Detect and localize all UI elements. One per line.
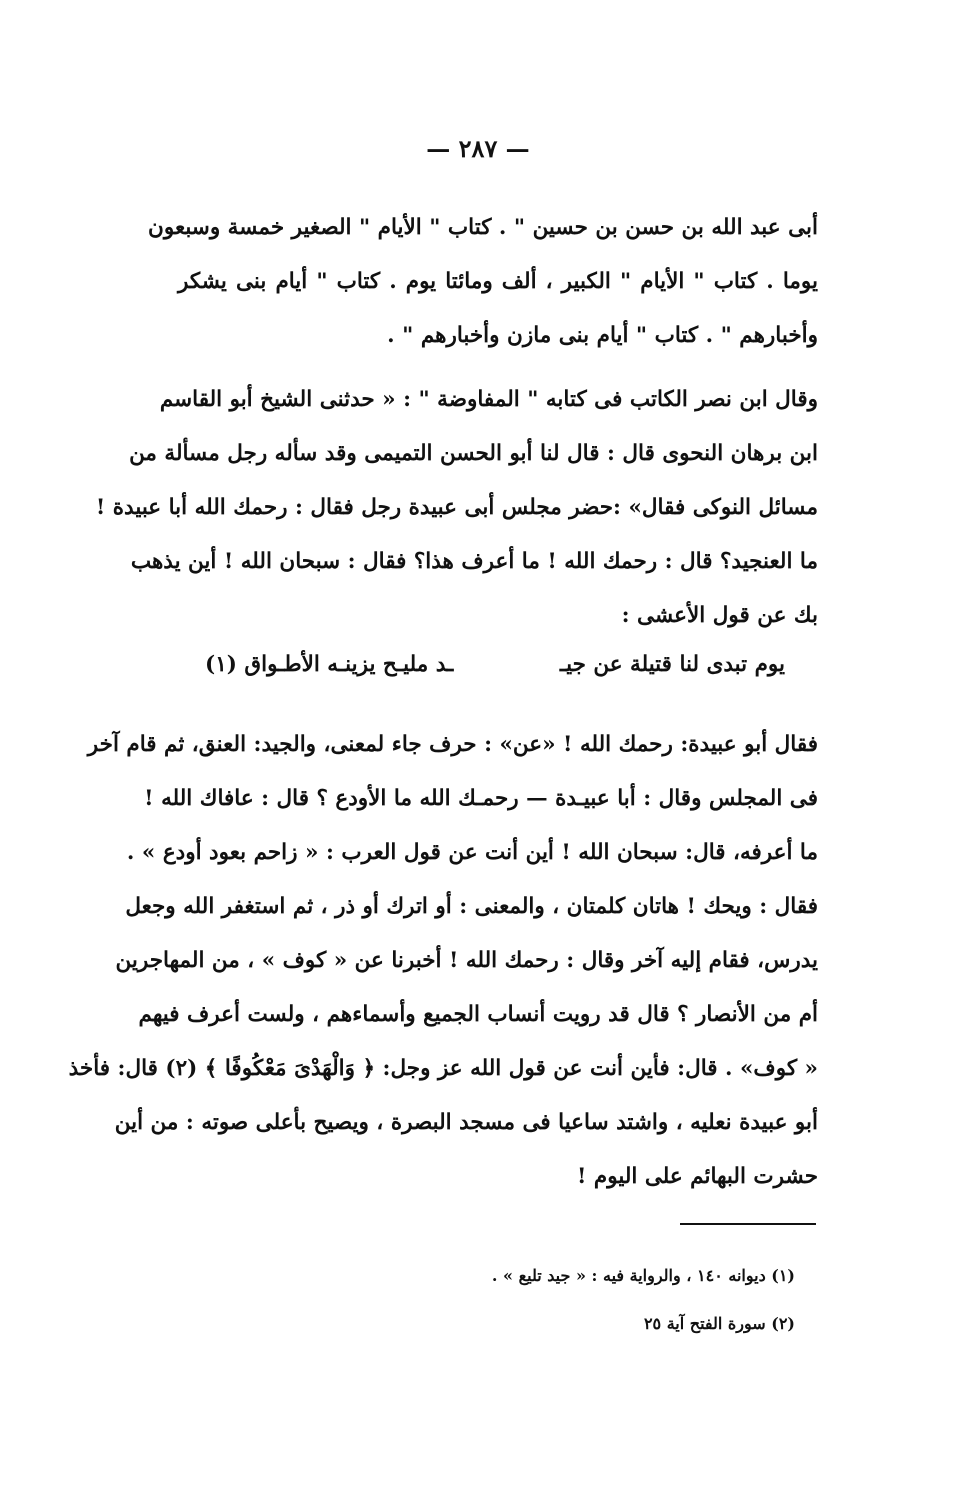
text-line: فى المجلس وقال : أبا عبيـدة — رحمـك الله ما الأودع ؟ قال : عافاك الله ! bbox=[144, 786, 818, 811]
text-line: وقال ابن نصر الكاتب فى كتابه " المفاوضة " : « حدثنى الشيخ أبو القاسم bbox=[159, 387, 818, 412]
verse-first-hemistich: يوم تبدى لنا قتيلة عن جيـ bbox=[559, 652, 785, 677]
paragraph-abu-ubayda-story bbox=[68, 718, 818, 1204]
text-line: « كوف» . قال: فأين أنت عن قول الله عز وجل: ﴿ وَالْهَدْىَ مَعْكُوفًا ﴾ (٢) قال: فأخذ bbox=[68, 1056, 818, 1081]
text-line: حشرت البهائم على اليوم ! bbox=[576, 1164, 818, 1189]
text-line: يوما . كتاب " الأيام " الكبير ، ألف ومائتا يوم . كتاب " أيام بنى يشكر bbox=[178, 269, 818, 294]
text-line: أبى عبد الله بن حسن بن حسين " . كتاب " الأيام " الصغير خمسة وسبعون bbox=[148, 215, 818, 240]
text-line: أم من الأنصار ؟ قال قد رويت أنساب الجميع وأسماءهم ، ولست أعرف فيهم bbox=[138, 1002, 818, 1027]
footnote-2: (٢) سورة الفتح آية ٢٥ bbox=[643, 1314, 795, 1333]
page-number: — ٢٨٧ — bbox=[426, 134, 530, 163]
footnote-1: (١) ديوانه ١٤٠ ، والرواية فيه : « جيد تليع » . bbox=[491, 1266, 795, 1285]
text-line: بك عن قول الأعشى : bbox=[621, 603, 818, 628]
footnote-divider bbox=[680, 1223, 816, 1225]
text-line: فقال أبو عبيدة: رحمك الله ! «عن» : حرف جاء لمعنى، والجيد: العنق، ثم قام آخر bbox=[87, 732, 818, 757]
text-line: ما أعرفه، قال: سبحان الله ! أين أنت عن قول العرب : « زاحم بعود أودع » . bbox=[126, 840, 818, 865]
paragraph-book-list bbox=[148, 201, 818, 363]
text-line: يدرس، فقام إليه آخر وقال : رحمك الله ! أخبرنا عن « كوف » ، من المهاجرين bbox=[115, 948, 818, 973]
poetry-verse bbox=[205, 638, 785, 692]
footnotes bbox=[400, 1252, 795, 1348]
text-line: وأخبارهم " . كتاب " أيام بنى مازن وأخبارهم " . bbox=[387, 323, 818, 348]
text-line: ابن برهان النحوى قال : قال لنا أبو الحسن التميمى وقد سأله رجل مسألة من bbox=[129, 441, 818, 466]
text-line: فقال : ويحك ! هاتان كلمتان ، والمعنى : أو اترك أو ذر ، ثم استغفر الله وجعل bbox=[125, 894, 818, 919]
text-line: مسائل النوكى فقال» :حضر مجلس أبى عبيدة رجل فقال : رحمك الله أبا عبيدة ! bbox=[95, 495, 818, 520]
text-line: ما العنجيد؟ قال : رحمك الله ! ما أعرف هذا؟ فقال : سبحان الله ! أين يذهب bbox=[130, 549, 818, 574]
paragraph-ibn-nasr-quote bbox=[95, 373, 818, 643]
verse-second-hemistich: ـد مليـح يزينـه الأطـواق (١) bbox=[205, 652, 454, 677]
text-line: أبو عبيدة نعليه ، واشتد ساعيا فى مسجد البصرة ، ويصيح بأعلى صوته : من أين bbox=[114, 1110, 818, 1135]
